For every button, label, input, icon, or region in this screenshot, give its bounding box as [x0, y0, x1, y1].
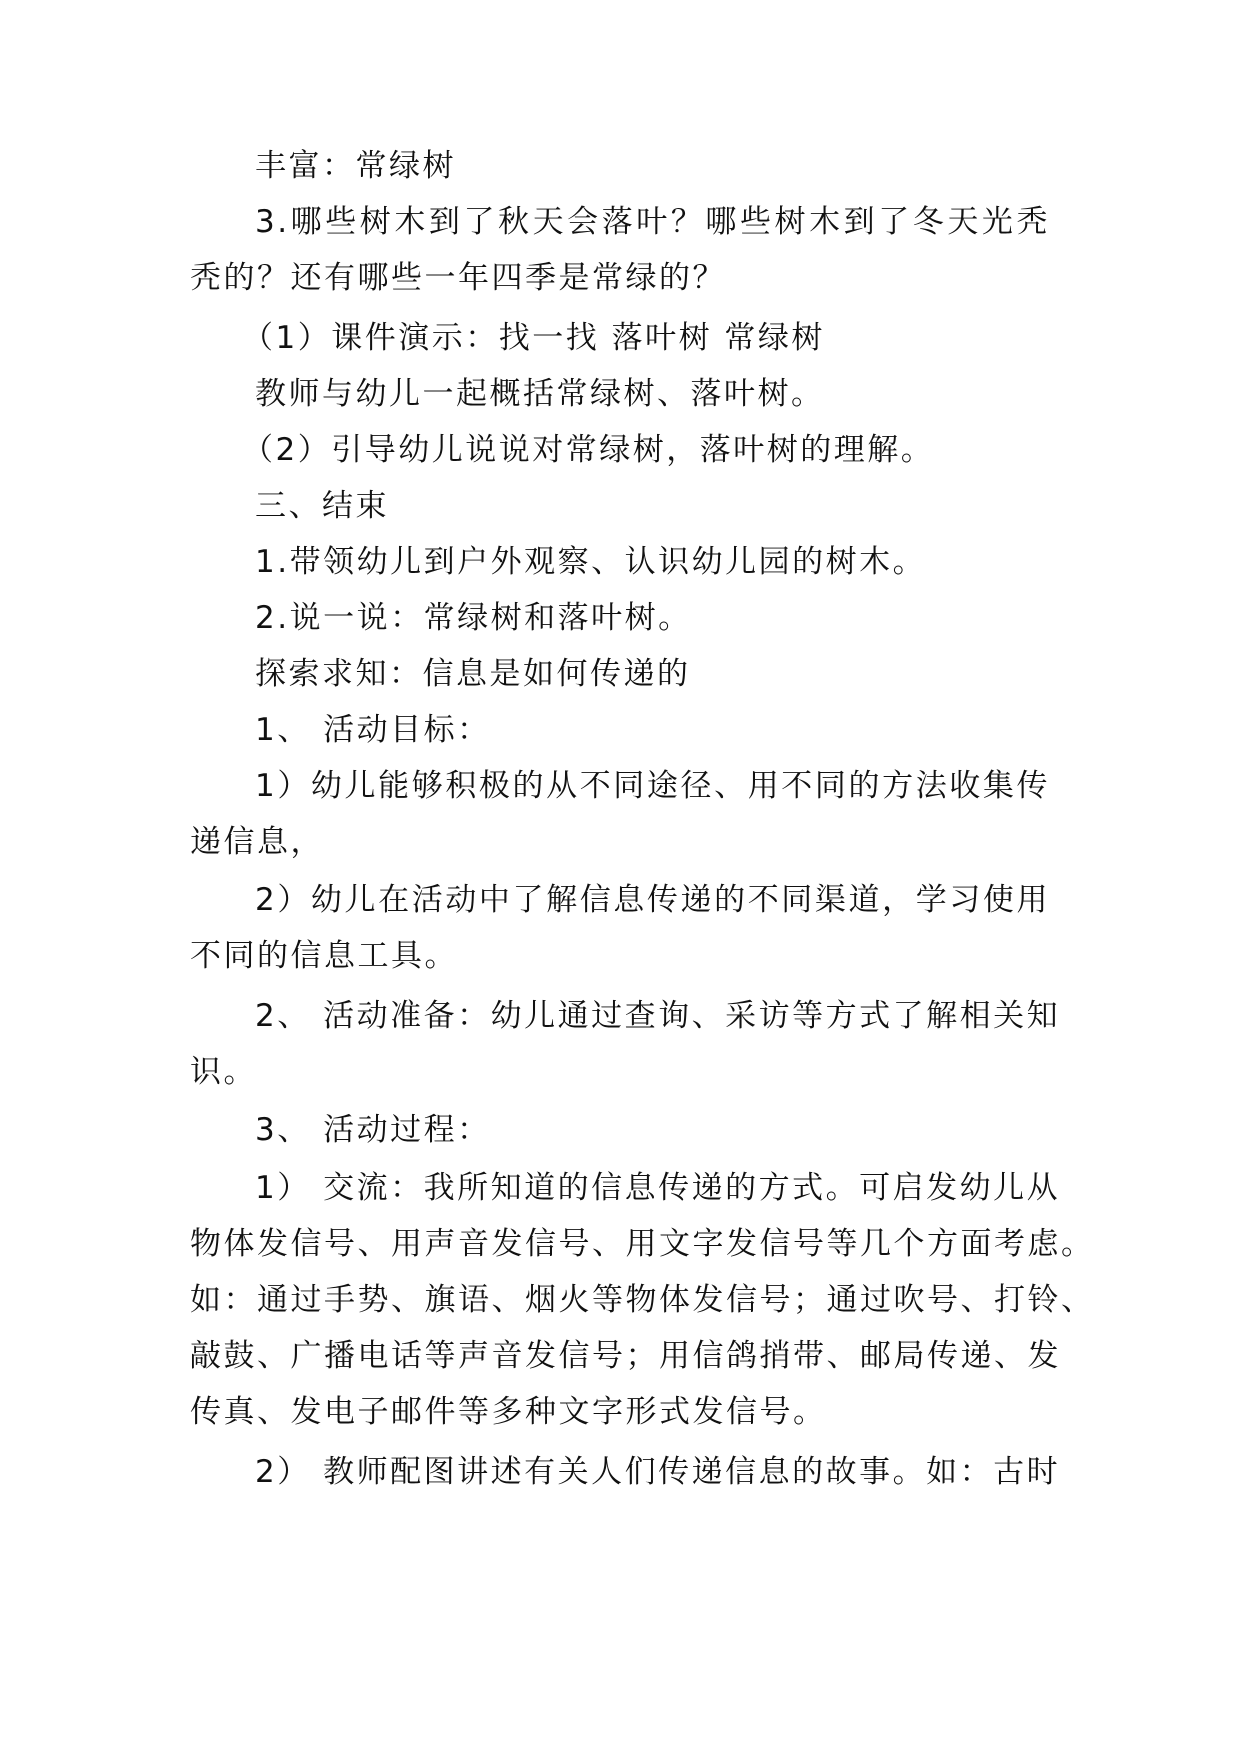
text-line: 敲鼓、广播电话等声音发信号；用信鸽捎带、邮局传递、发 — [190, 1338, 1061, 1374]
text-line: 1.带领幼儿到户外观察、认识幼儿园的树木。 — [255, 544, 927, 580]
text-line: 3.哪些树木到了秋天会落叶？哪些树木到了冬天光秃 — [255, 204, 1050, 240]
text-line: 2） 教师配图讲述有关人们传递信息的故事。如：古时 — [255, 1454, 1061, 1490]
text-line: 传真、发电子邮件等多种文字形式发信号。 — [190, 1394, 827, 1430]
text-line: （1）课件演示：找一找 落叶树 常绿树 — [242, 320, 825, 356]
text-line: 秃的？还有哪些一年四季是常绿的？ — [190, 260, 726, 296]
text-line: 如：通过手势、旗语、烟火等物体发信号；通过吹号、打铃、 — [190, 1282, 1095, 1318]
text-line: 丰富：常绿树 — [255, 148, 456, 184]
text-line: 物体发信号、用声音发信号、用文字发信号等几个方面考虑。 — [190, 1226, 1095, 1262]
text-line: 1、 活动目标： — [255, 712, 491, 748]
text-line: 1） 交流：我所知道的信息传递的方式。可启发幼儿从 — [255, 1170, 1061, 1206]
text-line: 1）幼儿能够积极的从不同途径、用不同的方法收集传 — [255, 768, 1050, 804]
text-line: 探索求知：信息是如何传递的 — [255, 656, 691, 692]
text-line: 2、 活动准备：幼儿通过查询、采访等方式了解相关知 — [255, 998, 1061, 1034]
text-line: 三、结束 — [255, 488, 389, 524]
text-line: 2.说一说：常绿树和落叶树。 — [255, 600, 692, 636]
text-line: 3、 活动过程： — [255, 1112, 491, 1148]
text-line: 识。 — [190, 1054, 257, 1090]
text-line: 不同的信息工具。 — [190, 938, 458, 974]
text-line: 2）幼儿在活动中了解信息传递的不同渠道，学习使用 — [255, 882, 1050, 918]
text-line: （2）引导幼儿说说对常绿树，落叶树的理解。 — [242, 432, 935, 468]
text-line: 递信息， — [190, 824, 324, 860]
text-line: 教师与幼儿一起概括常绿树、落叶树。 — [255, 376, 825, 412]
